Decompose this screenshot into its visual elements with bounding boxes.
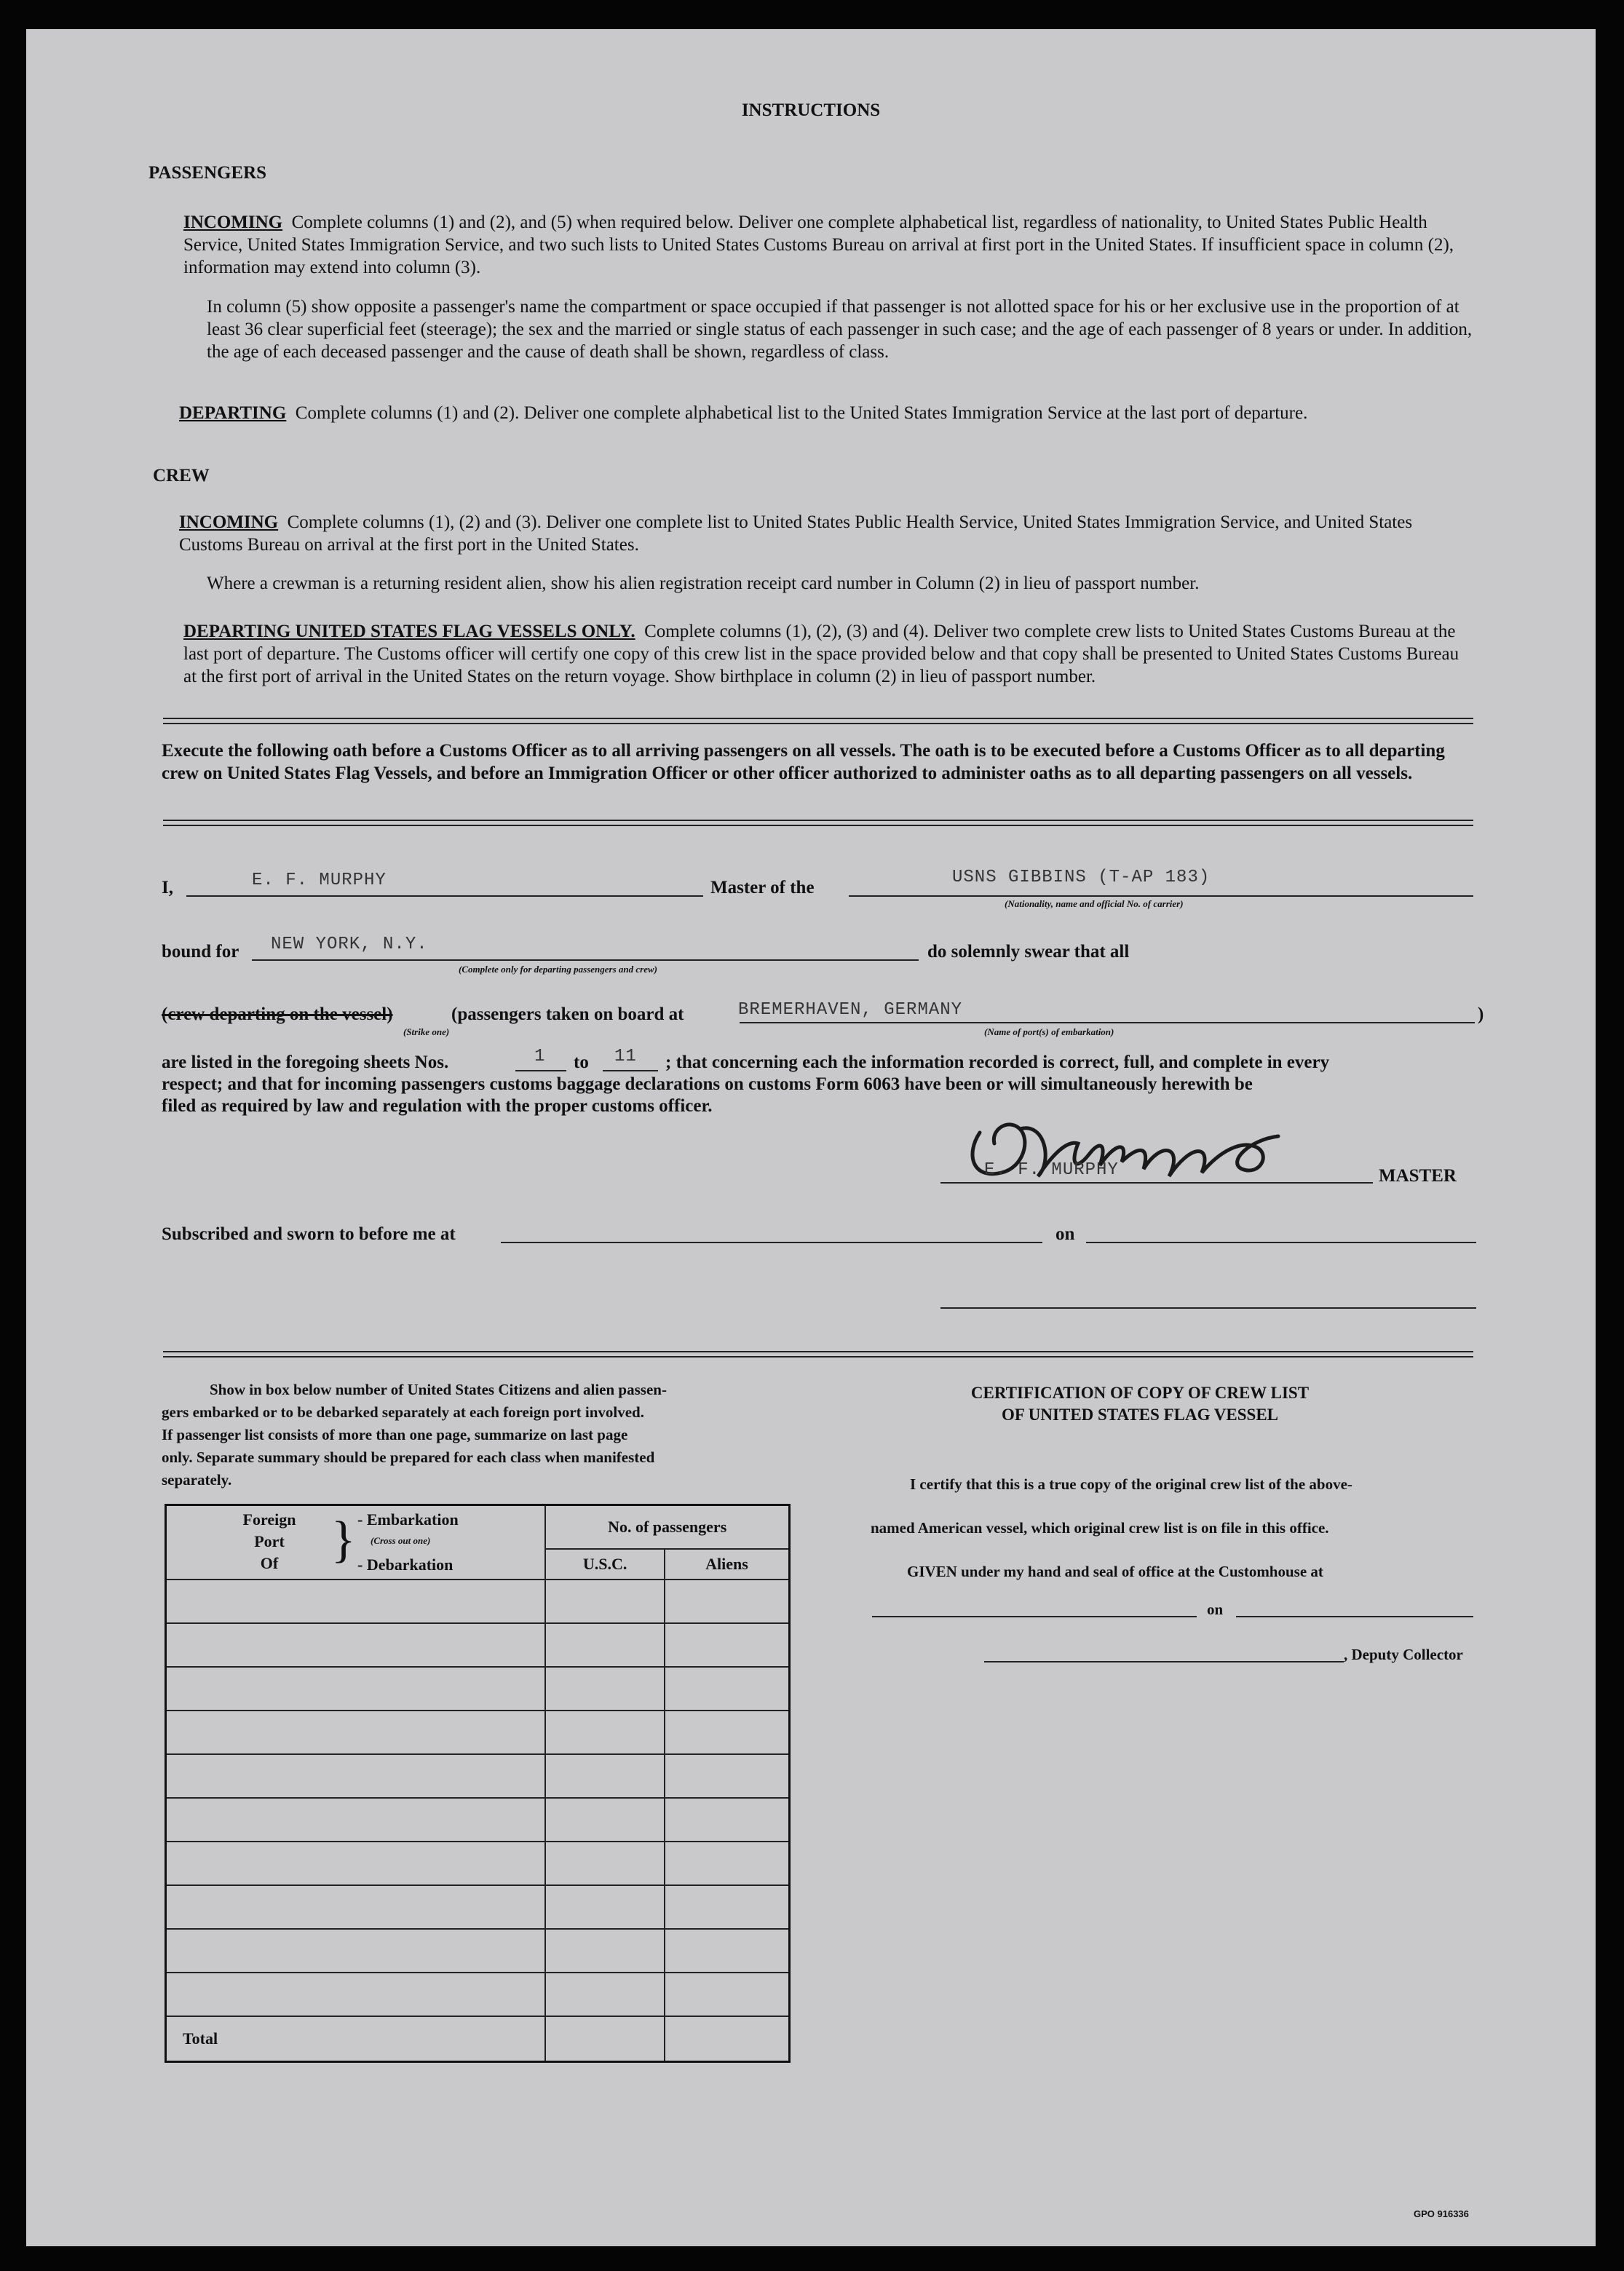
- certification-line-3: GIVEN under my hand and seal of office at the Customhouse at: [907, 1563, 1323, 1580]
- concern-text: ; that concerning each the information recorded is correct, full, and complete in every: [665, 1053, 1330, 1072]
- port-cell[interactable]: [166, 1580, 546, 1623]
- footer-code: GPO 916336: [1414, 2208, 1469, 2219]
- sheet-from-line: [515, 1070, 566, 1071]
- subscribed-text: Subscribed and sworn to before me at: [162, 1224, 456, 1244]
- subscribed-place-line[interactable]: [501, 1242, 1042, 1243]
- aliens-total-cell[interactable]: [665, 2016, 790, 2061]
- crew-departing-text: Complete columns (1), (2), (3) and (4). Deliver two complete crew lists to United States Customs Bureau at the last port of departure. The Customs officer will certify one copy of this crew list in the space provided below and that copy shall be presented to United States Customs Bureau at the first port of arrival in the United States on the return voyage. Show birthplace in column (2) in lieu of passport number.: [183, 622, 1459, 686]
- sheet-to-line: [603, 1070, 658, 1071]
- sheet-from-field[interactable]: 1: [534, 1047, 546, 1066]
- usc-cell[interactable]: [545, 1623, 665, 1667]
- sheet-to-field[interactable]: 11: [614, 1047, 637, 1066]
- usc-cell[interactable]: [545, 1885, 665, 1929]
- usc-cell[interactable]: [545, 1929, 665, 1973]
- aliens-cell[interactable]: [665, 1623, 790, 1667]
- passengers-incoming-paragraph: [183, 211, 1472, 279]
- listed-text: are listed in the foregoing sheets Nos.: [162, 1053, 449, 1072]
- certification-date-line[interactable]: [1236, 1616, 1473, 1617]
- passengers-departing-paragraph: [179, 402, 1472, 424]
- passengers-departing-text: Complete columns (1) and (2). Deliver one complete alphabetical list to the United States Immigration Service at the last port of departure.: [295, 403, 1308, 423]
- oath-intro: Execute the following oath before a Customs Officer as to all arriving passengers on all vessels. The oath is to be executed before a Customs Officer as to all departing crew on United States Flag Vessels, and before an Immigration Officer or other officer authorized to administer oaths as to all departing passengers on all vessels.: [162, 741, 1445, 783]
- signature-line: [940, 1182, 1373, 1184]
- port-field[interactable]: BREMERHAVEN, GERMANY: [738, 1000, 963, 1020]
- port-cell[interactable]: [166, 1711, 546, 1754]
- aliens-cell[interactable]: [665, 1929, 790, 1973]
- aliens-cell[interactable]: [665, 1842, 790, 1885]
- crew-incoming-text: Complete columns (1), (2) and (3). Deliver one complete list to United States Public Health Service, United States Immigration Service, and United States Customs Bureau on arrival at the first port in the United States.: [179, 512, 1413, 555]
- certification-on-label: on: [1207, 1601, 1224, 1618]
- total-label: Total: [166, 2016, 546, 2061]
- summary-instructions-line: only. Separate summary should be prepared for each class when manifested: [162, 1448, 655, 1466]
- subscribed-on-label: on: [1055, 1224, 1075, 1244]
- master-label: MASTER: [1379, 1166, 1457, 1186]
- filed-text: filed as required by law and regulation with the proper customs officer.: [162, 1096, 713, 1116]
- vessel-line: [849, 895, 1473, 897]
- table-row: [166, 1754, 790, 1798]
- deputy-collector-line[interactable]: [984, 1661, 1344, 1662]
- officer-signature-line[interactable]: [940, 1307, 1476, 1309]
- aliens-cell[interactable]: [665, 1798, 790, 1842]
- usc-cell[interactable]: [545, 1580, 665, 1623]
- summary-instructions-line: gers embarked or to be debarked separately at each foreign port involved.: [162, 1403, 644, 1421]
- usc-cell[interactable]: [545, 1798, 665, 1842]
- usc-cell[interactable]: [545, 1973, 665, 2016]
- passengers-option: (passengers taken on board at: [451, 1004, 684, 1024]
- table-row: [166, 1711, 790, 1754]
- signature-typed-name: E. F. MURPHY: [984, 1160, 1119, 1180]
- destination-line: [252, 959, 919, 961]
- table-row: [166, 1623, 790, 1667]
- header-cross: (Cross out one): [371, 1535, 431, 1546]
- passengers-heading: PASSENGERS: [148, 163, 267, 183]
- customhouse-line[interactable]: [872, 1616, 1197, 1617]
- header-usc: U.S.C.: [545, 1549, 665, 1580]
- vessel-field[interactable]: USNS GIBBINS (T-AP 183): [952, 868, 1211, 887]
- port-cell[interactable]: [166, 1754, 546, 1798]
- master-name-line: [186, 895, 703, 897]
- port-cell[interactable]: [166, 1842, 546, 1885]
- table-row: [166, 1580, 790, 1623]
- destination-field[interactable]: NEW YORK, N.Y.: [271, 935, 428, 954]
- page-title: INSTRUCTIONS: [741, 100, 881, 120]
- aliens-cell[interactable]: [665, 1973, 790, 2016]
- subscribed-date-line[interactable]: [1086, 1242, 1476, 1243]
- port-cell[interactable]: [166, 1623, 546, 1667]
- crew-departing-label: DEPARTING UNITED STATES FLAG VESSELS ONLY.: [183, 622, 635, 641]
- port-cell[interactable]: [166, 1798, 546, 1842]
- table-row: [166, 1667, 790, 1711]
- header-of: Of: [260, 1554, 279, 1572]
- crew-resident-paragraph: Where a crewman is a returning resident alien, show his alien registration receipt card number in Column (2) in lieu of passport number.: [207, 574, 1200, 593]
- passengers-incoming-label: INCOMING: [183, 213, 283, 232]
- master-name-field[interactable]: E. F. MURPHY: [252, 871, 387, 890]
- table-row: [166, 1798, 790, 1842]
- table-row: [166, 1842, 790, 1885]
- destination-caption: (Complete only for departing passengers and crew): [459, 964, 657, 975]
- port-cell[interactable]: [166, 1885, 546, 1929]
- aliens-cell[interactable]: [665, 1580, 790, 1623]
- aliens-cell[interactable]: [665, 1885, 790, 1929]
- passengers-departing-label: DEPARTING: [179, 403, 287, 423]
- section-divider: [163, 718, 1473, 724]
- port-caption: (Name of port(s) of embarkation): [984, 1026, 1114, 1037]
- usc-total-cell[interactable]: [545, 2016, 665, 2061]
- passengers-column5-paragraph: In column (5) show opposite a passenger's name the compartment or space occupied if that passenger is not allotted space for his or her exclusive use in the proportion of at least 36 clear superficial feet (steerage); the sex and the married or single status of each passenger in such case; and the age of each passenger of 8 years or under. In addition, the age of each deceased passenger and the cause of death shall be shown, regardless of class.: [207, 297, 1473, 362]
- deputy-collector-label: , Deputy Collector: [1344, 1646, 1463, 1663]
- aliens-cell[interactable]: [665, 1711, 790, 1754]
- port-cell[interactable]: [166, 1973, 546, 2016]
- brace-icon: }: [331, 1512, 356, 1568]
- table-row: [166, 1929, 790, 1973]
- certification-title-1: CERTIFICATION OF COPY OF CREW LIST: [970, 1384, 1310, 1402]
- oath-i-label: I,: [162, 878, 173, 897]
- header-embarkation: - Embarkation: [357, 1510, 459, 1529]
- crew-heading: CREW: [153, 466, 210, 485]
- usc-cell[interactable]: [545, 1754, 665, 1798]
- usc-cell[interactable]: [545, 1842, 665, 1885]
- certification-line-1: I certify that this is a true copy of the original crew list of the above-: [910, 1475, 1352, 1493]
- port-cell[interactable]: [166, 1929, 546, 1973]
- port-header-cell: [166, 1505, 546, 1580]
- passengers-incoming-text: Complete columns (1) and (2), and (5) when required below. Deliver one complete alphabetical list, regardless of nationality, to United States Public Health Service, United States Immigration Service, and two such lists to United States Customs Bureau on arrival at first port in the United States. If insufficient space in column (2), information may extend into column (3).: [183, 213, 1454, 277]
- header-port: Port: [254, 1532, 285, 1550]
- respect-text: respect; and that for incoming passengers customs baggage declarations on customs Form 6063 have been or will simultaneously herewith be: [162, 1074, 1253, 1094]
- bound-for-label: bound for: [162, 942, 239, 962]
- summary-instructions-line: If passenger list consists of more than one page, summarize on last page: [162, 1426, 628, 1443]
- aliens-cell[interactable]: [665, 1754, 790, 1798]
- usc-cell[interactable]: [545, 1667, 665, 1711]
- vessel-caption: (Nationality, name and official No. of carrier): [1005, 898, 1184, 909]
- passenger-summary-table: [165, 1504, 791, 2063]
- crew-incoming-label: INCOMING: [179, 512, 279, 532]
- header-foreign: Foreign: [242, 1510, 296, 1529]
- strike-caption: (Strike one): [403, 1026, 450, 1037]
- port-cell[interactable]: [166, 1667, 546, 1711]
- master-of-label: Master of the: [710, 878, 815, 897]
- header-debarkation: - Debarkation: [357, 1555, 453, 1574]
- crew-departing-paragraph: [183, 620, 1472, 688]
- aliens-cell[interactable]: [665, 1667, 790, 1711]
- crew-struck-option[interactable]: (crew departing on the vessel): [162, 1004, 393, 1024]
- crew-incoming-paragraph: [179, 511, 1472, 556]
- certification-line-2: named American vessel, which original crew list is on file in this office.: [871, 1519, 1329, 1537]
- to-label: to: [574, 1053, 589, 1072]
- summary-instructions-line: Show in box below number of United States Citizens and alien passen-: [210, 1381, 667, 1398]
- lower-divider: [163, 1351, 1473, 1358]
- form-page: [26, 29, 1596, 2246]
- summary-instructions-line: separately.: [162, 1471, 232, 1489]
- certification-title-2: OF UNITED STATES FLAG VESSEL: [1001, 1406, 1279, 1424]
- usc-cell[interactable]: [545, 1711, 665, 1754]
- total-row: [166, 2016, 790, 2061]
- header-no-passengers: No. of passengers: [545, 1505, 789, 1550]
- table-row: [166, 1973, 790, 2016]
- table-row: [166, 1885, 790, 1929]
- swear-text: do solemnly swear that all: [927, 942, 1130, 962]
- close-paren: ): [1478, 1004, 1484, 1024]
- port-line: [740, 1022, 1475, 1023]
- summary-instructions: [162, 1379, 817, 1491]
- oath-divider: [163, 820, 1473, 826]
- header-aliens: Aliens: [665, 1549, 790, 1580]
